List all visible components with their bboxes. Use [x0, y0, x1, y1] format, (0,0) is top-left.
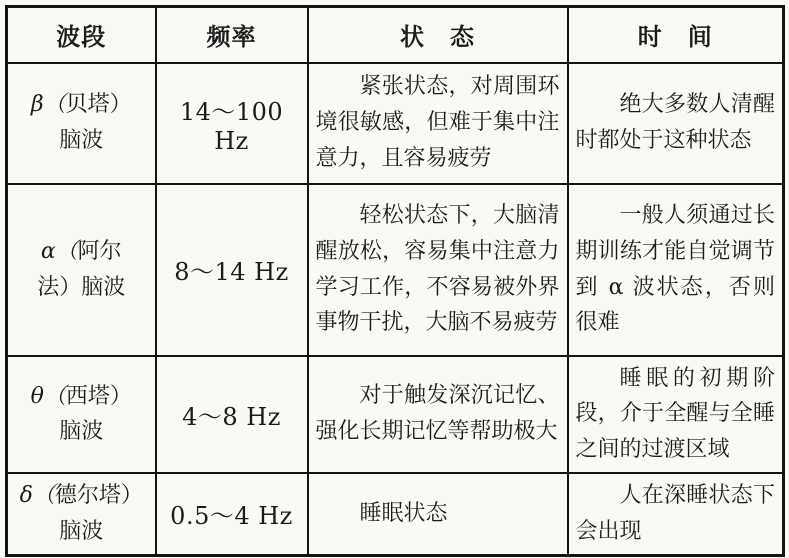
band-label-line: 脑波	[59, 518, 104, 544]
col-header-frequency: 频率	[156, 7, 308, 63]
table-row-alpha	[7, 184, 784, 356]
cell-band	[7, 356, 156, 474]
cell-time	[568, 356, 784, 474]
table-row-beta	[7, 63, 784, 184]
cell-band	[7, 184, 156, 356]
time-text: 人在深睡状态下会出现	[575, 483, 775, 544]
col-header-state: 状 态	[308, 7, 568, 63]
band-label-line: 脑波	[59, 128, 104, 153]
col-header-time: 时 间	[568, 7, 784, 63]
time-text: 一般人须通过长期训练才能自觉调节到 α 波状态，否则很难	[575, 202, 775, 336]
state-text: 紧张状态，对周围环境很敏感，但难于集中注意力，且容易疲劳	[315, 74, 560, 171]
cell-time	[568, 63, 784, 184]
band-symbol-line: δ（德尔塔）	[19, 483, 143, 509]
band-symbol-line: θ（西塔）	[30, 383, 132, 409]
cell-frequency: 14～100 Hz	[156, 63, 308, 184]
state-text: 睡眠状态	[359, 501, 448, 526]
cell-band	[7, 63, 156, 184]
band-label-line: 法）脑波	[37, 274, 126, 300]
cell-frequency: 4～8 Hz	[156, 356, 308, 474]
table-header	[7, 7, 784, 63]
state-text: 对于触发深沉记忆、强化长期记忆等帮助极大	[315, 383, 560, 445]
cell-state	[308, 473, 568, 555]
band-symbol-line: α（阿尔	[40, 238, 122, 264]
band-symbol-line: β（贝塔）	[30, 92, 132, 118]
table-row-theta	[7, 356, 784, 474]
table-body	[7, 63, 784, 556]
state-text: 轻松状态下，大脑清醒放松，容易集中注意力学习工作，不容易被外界事物干扰，大脑不易疲劳	[315, 202, 560, 336]
cell-frequency: 0.5～4 Hz	[156, 473, 308, 555]
cell-state	[308, 184, 568, 356]
cell-state	[308, 356, 568, 474]
cell-state	[308, 63, 568, 184]
header-row	[7, 7, 784, 63]
cell-frequency: 8～14 Hz	[156, 184, 308, 356]
table-row-delta	[7, 473, 784, 555]
brainwave-table	[5, 5, 785, 557]
cell-time	[568, 473, 784, 555]
cell-time	[568, 184, 784, 356]
time-text: 睡眠的初期阶段，介于全醒与全睡之间的过渡区域	[575, 365, 775, 463]
cell-band	[7, 473, 156, 555]
time-text: 绝大多数人清醒时都处于这种状态	[575, 92, 775, 153]
col-header-band: 波段	[7, 7, 156, 63]
band-label-line: 脑波	[59, 419, 104, 445]
